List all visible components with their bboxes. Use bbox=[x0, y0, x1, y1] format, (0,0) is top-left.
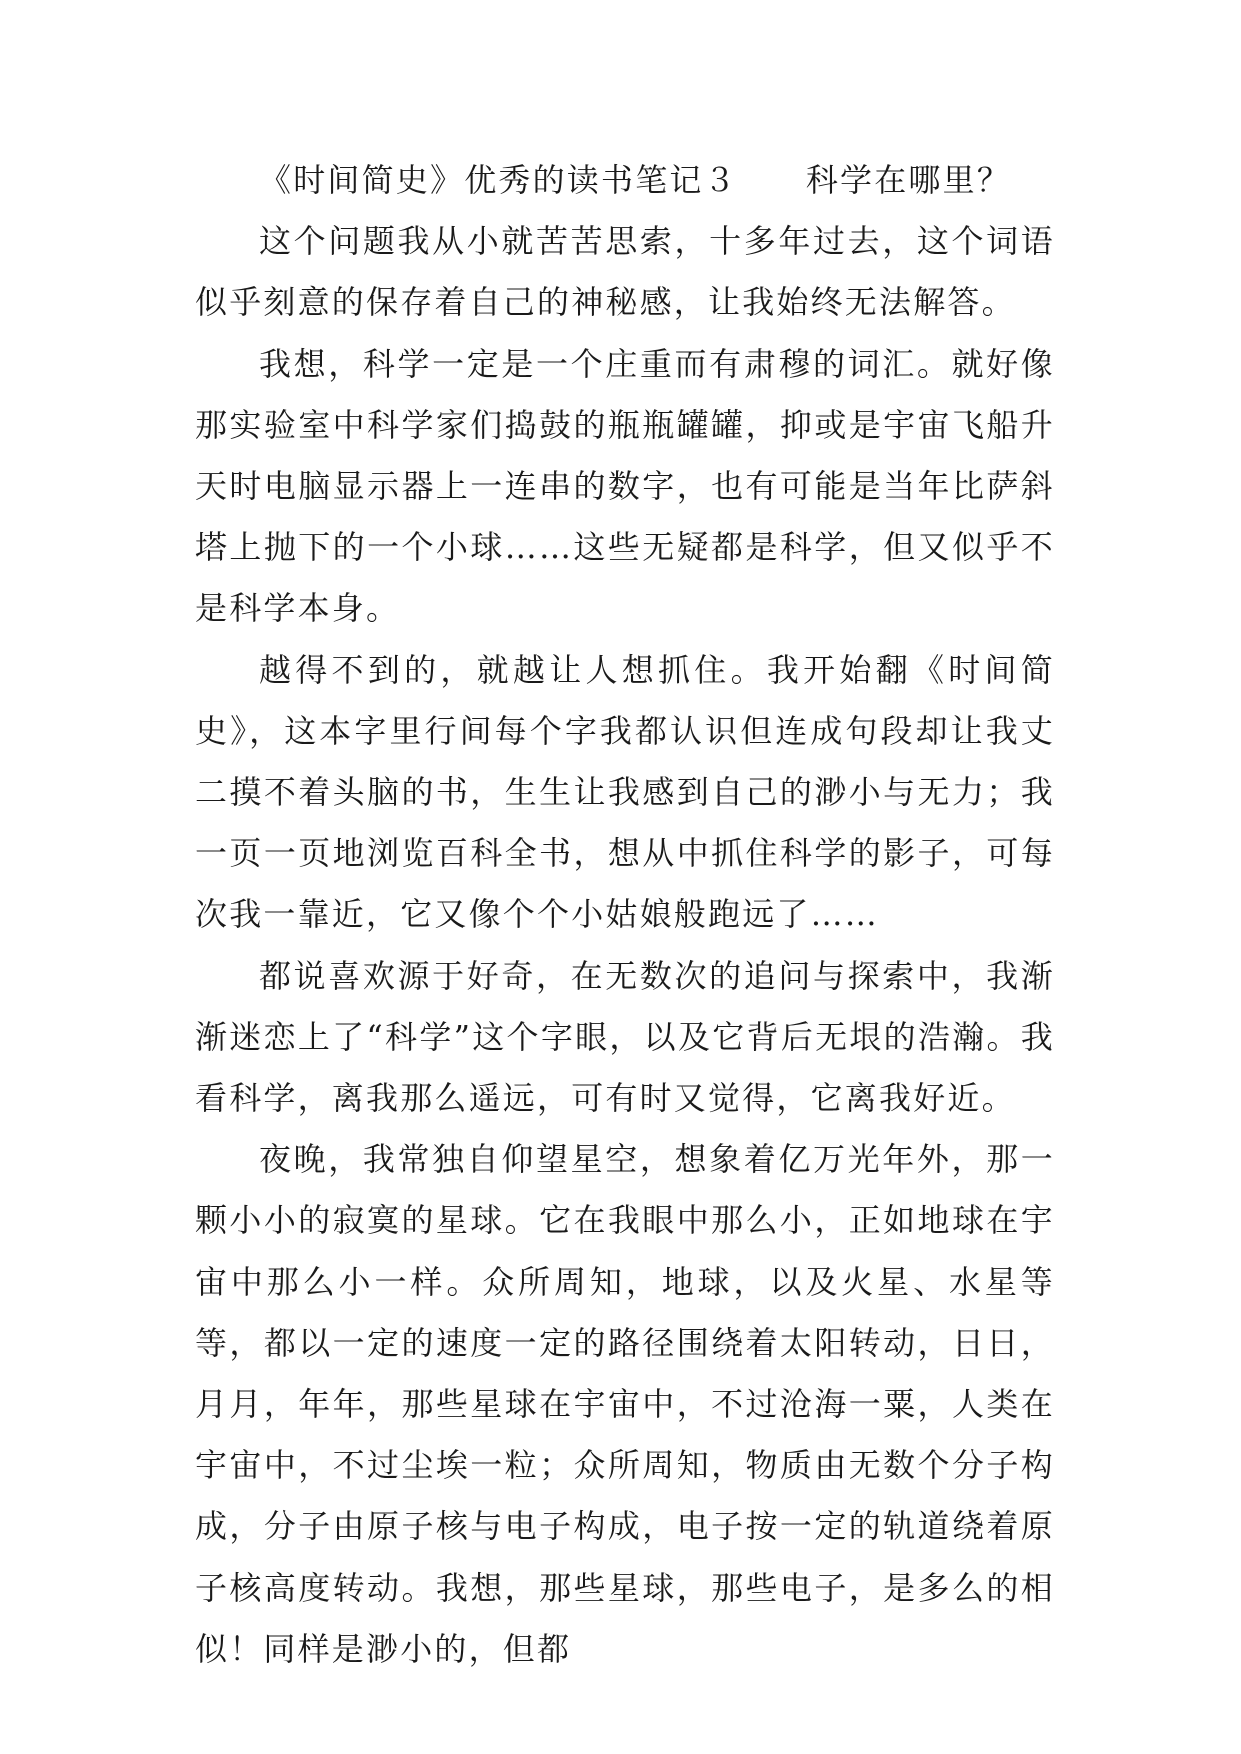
title-line bbox=[195, 150, 1055, 211]
document-title: 《时间简史》优秀的读书笔记３ bbox=[259, 161, 738, 199]
paragraph-1: 这个问题我从小就苦苦思索，十多年过去，这个词语似乎刻意的保存着自己的神秘感，让我始终无法解答。 bbox=[195, 222, 1055, 322]
paragraph-3: 越得不到的，就越让人想抓住。我开始翻《时间简史》，这本字里行间每个字我都认识但连成句段却让我丈二摸不着头脑的书，生生让我感到自己的渺小与无力；我一页一页地浏览百科全书，想从中抓住科学的影子，可每次我一靠近，它又像个个小姑娘般跑远了…… bbox=[195, 650, 1055, 934]
paragraph-5: 夜晚，我常独自仰望星空，想象着亿万光年外，那一颗小小的寂寞的星球。它在我眼中那么小，正如地球在宇宙中那么小一样。众所周知，地球，以及火星、水星等等，都以一定的速度一定的路径围绕着太阳转动，日日，月月，年年，那些星球在宇宙中，不过沧海一粟，人类在宇宙中，不过尘埃一粒；众所周知，物质由无数个分子构成，分子由原子核与电子构成，电子按一定的轨道绕着原子核高度转动。我想，那些星球，那些电子，是多么的相似！同样是渺小的，但都 bbox=[195, 1140, 1055, 1668]
document-subtitle: 科学在哪里？ bbox=[805, 161, 1012, 199]
paragraph-2: 我想，科学一定是一个庄重而有肃穆的词汇。就好像那实验室中科学家们捣鼓的瓶瓶罐罐，抑或是宇宙飞船升天时电脑显示器上一连串的数字，也有可能是当年比萨斜塔上抛下的一个小球……这些无疑都是科学，但又似乎不是科学本身。 bbox=[195, 344, 1055, 628]
paragraph-4: 都说喜欢源于好奇，在无数次的追问与探索中，我渐渐迷恋上了“科学”这个字眼，以及它背后无垠的浩瀚。我看科学，离我那么遥远，可有时又觉得，它离我好近。 bbox=[195, 956, 1055, 1118]
document-body bbox=[195, 150, 1055, 1680]
